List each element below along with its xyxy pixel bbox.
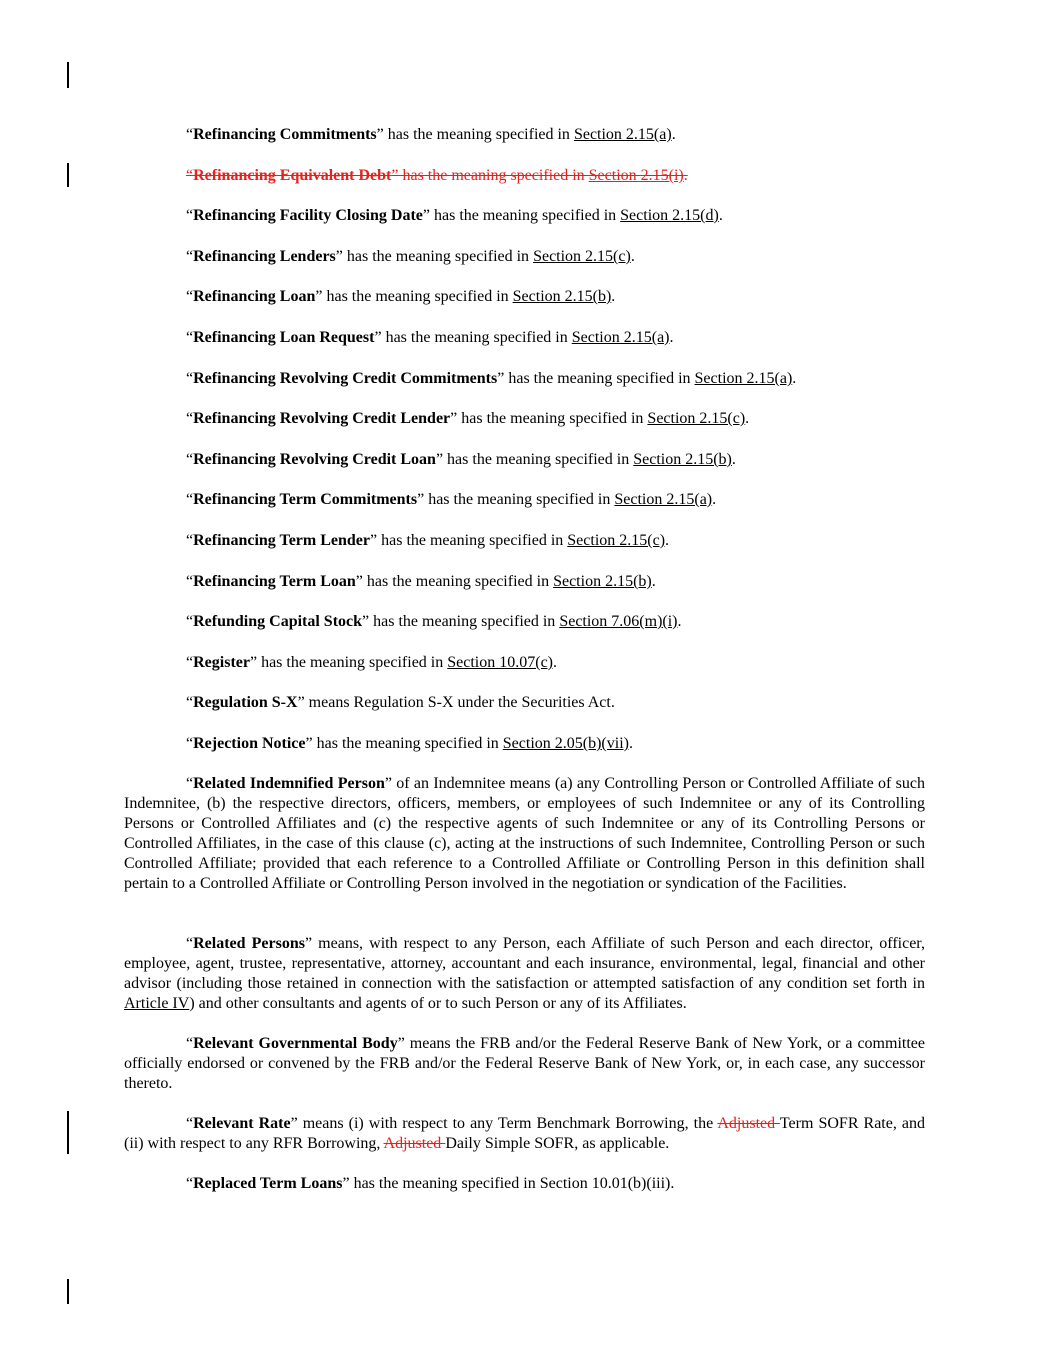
- definition-related-persons: “Related Persons” means, with respect to any Person, each Affiliate of such Person and each director, officer, employee, agent, trustee, representative, attorney, accountant and each insurance, environmental, legal, financial and other advisor (including those retained in connection with the satisfaction or attempted satisfaction of any condition set forth in Article IV) and other consultants and agents of or to such Person or any of its Affiliates.: [124, 935, 925, 1012]
- definition-text: .: [712, 491, 717, 508]
- definition-relevant-governmental-body: “Relevant Governmental Body” means the FRB and/or the Federal Reserve Bank of New York, or a committee officially endorsed or convened by the FRB and/or the Federal Reserve Bank of New York, or, in each case, any successor thereto.: [124, 1035, 925, 1092]
- quote-mark: ”: [435, 451, 444, 468]
- definition-text: .: [671, 126, 676, 143]
- definition-relevant-rate: “Relevant Rate” means (i) with respect to any Term Benchmark Borrowing, the Adjusted Term SOFR Rate, and (ii) with respect to any RFR Borrowing, Adjusted Daily Simple SOFR, as applicable.: [124, 1115, 925, 1152]
- quote-mark: ”: [370, 532, 378, 549]
- quote-mark: ”: [391, 167, 399, 184]
- definition-item: [124, 369, 925, 389]
- quote-mark: ”: [376, 126, 384, 143]
- defined-term: Related Indemnified Person: [193, 775, 385, 792]
- section-reference: Section 7.06(m)(i): [559, 613, 678, 630]
- definition-item: [124, 450, 925, 470]
- definition-item: [124, 328, 925, 348]
- section-reference: Section 2.15(d): [620, 207, 719, 224]
- definition-text: has the meaning specified in: [424, 491, 615, 508]
- quote-mark: “: [186, 735, 194, 752]
- defined-term: Register: [193, 654, 250, 671]
- definition-text: has the meaning specified in: [369, 613, 560, 630]
- quote-mark: ”: [297, 694, 305, 711]
- definition-text: has the meaning specified in: [429, 207, 621, 224]
- definition-text: .: [665, 532, 670, 549]
- definition-text: .: [628, 735, 633, 752]
- definition-item: [124, 572, 925, 592]
- definition-text: means Regulation S-X under the Securities Act.: [304, 694, 615, 711]
- quote-mark: “: [186, 126, 194, 143]
- definition-text: has the meaning specified in: [443, 451, 634, 468]
- definition-text: has the meaning specified in: [457, 410, 648, 427]
- defined-term: Refinancing Equivalent Debt: [193, 167, 392, 184]
- definition-text: .: [553, 654, 557, 671]
- deleted-text: Adjusted: [717, 1115, 780, 1132]
- deleted-text: Adjusted: [383, 1135, 446, 1152]
- definition-text: of an Indemnitee means (a) any Controlling Person or Controlled Affiliate of such Indemnitee, (b) the respective directors, officers, members, or employees of such Indemnitee or any of its Controlling Persons or Controlled Affiliates and (c) the respective agents of such Indemnitee or any of its Controlling Persons or Controlled Affiliates, in the case of this clause (c), acting at the instructions of such Indemnitee, Controlling Person or such Controlled Affiliate; provided that each reference to a Controlled Affiliate or Controlling Person in this definition shall pertain to a Controlled Affiliate or Controlling Person involved in the negotiation or syndication of the Facilities.: [124, 775, 925, 892]
- section-reference: Article IV: [124, 995, 190, 1012]
- quote-mark: “: [186, 654, 194, 671]
- section-reference: Section 2.15(b): [512, 288, 612, 305]
- defined-term: Regulation S-X: [193, 694, 298, 711]
- defined-term: Refinancing Term Lender: [193, 532, 370, 549]
- definition-text: ) and other consultants and agents of or to such Person or any of its Affiliates.: [189, 995, 687, 1012]
- quote-mark: “: [186, 451, 194, 468]
- section-reference: Section 2.15(a): [573, 126, 672, 143]
- quote-mark: “: [186, 248, 194, 265]
- definition-item: [124, 287, 925, 307]
- section-reference: Section 10.07(c): [447, 654, 553, 671]
- defined-term: Refinancing Revolving Credit Loan: [193, 451, 436, 468]
- quote-mark: “: [186, 532, 194, 549]
- definition-text: means the FRB and/or the Federal Reserve Bank of New York, or a committee officially endorsed or convened by the FRB and/or the Federal Reserve Bank of New York, or, in each case, any successor thereto.: [124, 1035, 925, 1092]
- defined-term: Refinancing Commitments: [193, 126, 377, 143]
- defined-term: Refinancing Facility Closing Date: [193, 207, 423, 224]
- section-reference: Section 2.15(i): [588, 167, 684, 184]
- definition-text: has the meaning specified in: [322, 288, 513, 305]
- section-reference: Section 2.15(a): [694, 370, 793, 387]
- change-bar: [67, 1279, 69, 1304]
- definition-text: has the meaning specified in: [257, 654, 448, 671]
- definition-text: .: [731, 451, 736, 468]
- definition-text: means (i) with respect to any Term Benchmark Borrowing, the: [297, 1115, 718, 1132]
- definition-text: .: [718, 207, 723, 224]
- quote-mark: ”: [249, 654, 258, 671]
- quote-mark: ”: [335, 248, 343, 265]
- definition-text: has the meaning specified in: [312, 735, 503, 752]
- definition-item: [124, 490, 925, 510]
- definition-text: has the meaning specified in: [377, 532, 568, 549]
- quote-mark: ”: [497, 370, 505, 387]
- definition-text: .: [611, 288, 616, 305]
- quote-mark: “: [186, 167, 194, 184]
- definition-text: .: [677, 613, 682, 630]
- definition-item: [124, 653, 925, 673]
- quote-mark: ”: [315, 288, 323, 305]
- quote-mark: “: [186, 329, 194, 346]
- quote-mark: ”: [422, 207, 430, 224]
- quote-mark: ”: [374, 329, 382, 346]
- quote-mark: “: [186, 694, 194, 711]
- quote-mark: “: [186, 207, 194, 224]
- definition-text: has the meaning specified in: [504, 370, 695, 387]
- definition-item: [124, 247, 925, 267]
- defined-term: Refinancing Revolving Credit Commitments: [193, 370, 498, 387]
- definition-item: [124, 693, 925, 713]
- definition-text: has the meaning specified in: [342, 248, 534, 265]
- quote-mark: “: [186, 288, 194, 305]
- defined-term: Refinancing Loan Request: [193, 329, 375, 346]
- section-reference: Section 2.15(c): [533, 248, 631, 265]
- quote-mark: “: [186, 613, 194, 630]
- definition-item: [124, 125, 925, 145]
- definition-text: .: [745, 410, 750, 427]
- change-bar: [67, 1111, 69, 1154]
- change-bar: [67, 163, 69, 187]
- quote-mark: ”: [450, 410, 458, 427]
- section-reference: Section 2.15(a): [614, 491, 713, 508]
- section-reference: Section 2.15(c): [647, 410, 746, 427]
- definition-text: has the meaning specified in: [381, 329, 572, 346]
- definition-item: [124, 409, 925, 429]
- section-reference: Section 2.15(b): [633, 451, 732, 468]
- definition-text: .: [630, 248, 635, 265]
- defined-term: Relevant Rate: [193, 1115, 291, 1132]
- definition-text: has the meaning specified in Section 10.01(b)(iii).: [349, 1175, 675, 1192]
- definition-text: has the meaning specified in: [362, 573, 554, 590]
- change-bar: [67, 62, 69, 88]
- definition-text: Daily Simple SOFR, as applicable.: [445, 1135, 670, 1152]
- definition-text: Term SOFR Rate, and (ii) with respect to any RFR Borrowing,: [124, 1115, 925, 1152]
- defined-term: Refinancing Loan: [193, 288, 316, 305]
- quote-mark: ”: [355, 573, 363, 590]
- quote-mark: “: [186, 573, 194, 590]
- section-reference: Section 2.15(c): [567, 532, 666, 549]
- defined-term: Relevant Governmental Body: [193, 1035, 398, 1052]
- defined-term: Replaced Term Loans: [193, 1175, 343, 1192]
- quote-mark: “: [186, 370, 194, 387]
- definition-text: .: [683, 167, 688, 184]
- definition-text: means, with respect to any Person, each Affiliate of such Person and each director, officer, employee, agent, trustee, representative, attorney, accountant and each insurance, environmental, legal, financial and other advisor (including those retained in connection with the satisfaction or attempted satisfaction of any condition set forth in: [124, 935, 925, 992]
- defined-term: Refinancing Term Commitments: [193, 491, 418, 508]
- defined-term: Refunding Capital Stock: [193, 613, 363, 630]
- definition-text: has the meaning specified in: [398, 167, 589, 184]
- defined-term: Refinancing Term Loan: [193, 573, 356, 590]
- defined-term: Related Persons: [193, 935, 305, 952]
- definition-item: [124, 612, 925, 632]
- defined-term: Refinancing Revolving Credit Lender: [193, 410, 451, 427]
- definition-item: [124, 734, 925, 754]
- quote-mark: “: [186, 410, 194, 427]
- definition-item: [124, 166, 925, 186]
- definition-text: has the meaning specified in: [383, 126, 574, 143]
- section-reference: Section 2.15(a): [571, 329, 670, 346]
- definition-related-indemnified-person: “Related Indemnified Person” of an Indemnitee means (a) any Controlling Person or Controlled Affiliate of such Indemnitee, (b) the respective directors, officers, members, or employees of such Indemnitee or any of its Controlling Persons or Controlled Affiliates and (c) the respective agents of such Indemnitee or any of its Controlling Persons or Controlled Affiliates, in the case of this clause (c), acting at the instructions of such Indemnitee, Controlling Person or such Controlled Affiliate; provided that each reference to a Controlled Affiliate or Controlling Person in this definition shall pertain to a Controlled Affiliate or Controlling Person involved in the negotiation or syndication of the Facilities.: [124, 775, 925, 892]
- definition-text: .: [792, 370, 797, 387]
- definition-text: .: [669, 329, 674, 346]
- quote-mark: ”: [305, 735, 313, 752]
- definition-item: [124, 531, 925, 551]
- defined-term: Rejection Notice: [193, 735, 306, 752]
- section-reference: Section 2.15(b): [553, 573, 652, 590]
- section-reference: Section 2.05(b)(vii): [502, 735, 629, 752]
- quote-mark: ”: [417, 491, 425, 508]
- definition-text: .: [651, 573, 656, 590]
- quote-mark: ”: [362, 613, 370, 630]
- definition-item: [124, 206, 925, 226]
- definition-replaced-term-loans: “Replaced Term Loans” has the meaning specified in Section 10.01(b)(iii).: [186, 1175, 675, 1192]
- quote-mark: “: [186, 491, 194, 508]
- defined-term: Refinancing Lenders: [193, 248, 336, 265]
